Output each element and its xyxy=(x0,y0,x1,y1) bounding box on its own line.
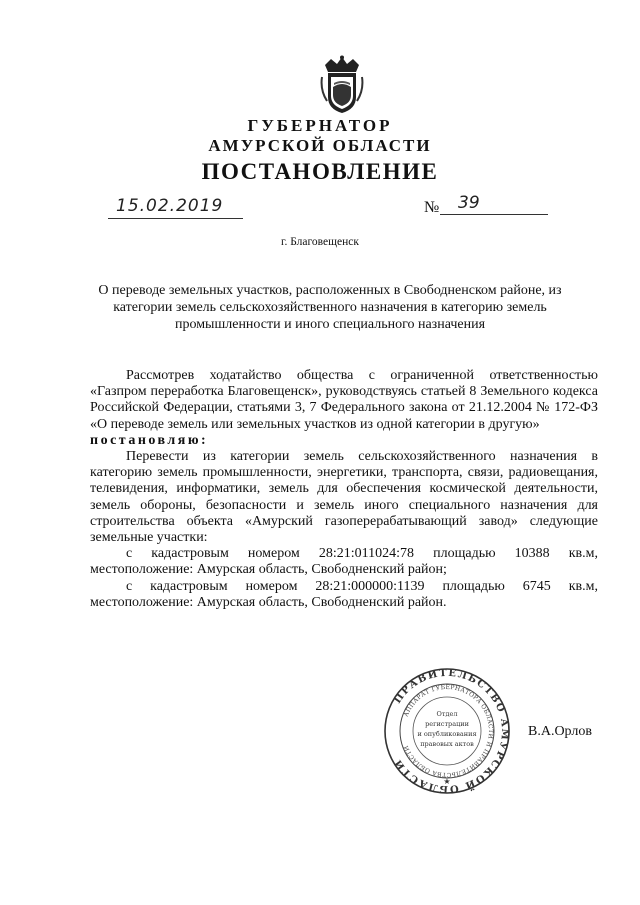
document-body xyxy=(90,368,598,611)
signatory-name: В.А.Орлов xyxy=(528,724,592,739)
body-paragraph-decision: Перевести из категории земель сельскохозяйственного назначения в категорию земель промышленности, энергетики, транспорта, связи, радиовещания, телевидения, информатики, земель для обеспечения космической деятельности, земель обороны, безопасности и земель иного специального назначения для строительства объекта «Амурский газоперерабатывающий завод» следующие земельные участки: xyxy=(90,449,598,546)
document-date: 15.02.2019 xyxy=(116,196,224,216)
seal-center-line: правовых актов xyxy=(420,740,474,748)
body-paragraph-parcel-1: с кадастровым номером 28:21:011024:78 площадью 10388 кв.м, местоположение: Амурская область, Свободненский район; xyxy=(90,546,598,578)
coat-of-arms-icon xyxy=(319,55,365,115)
region-title: АМУРСКОЙ ОБЛАСТИ xyxy=(208,136,432,155)
body-paragraph-parcel-2: с кадастровым номером 28:21:000000:1139 площадью 6745 кв.м, местоположение: Амурская область, Свободненский район. xyxy=(90,578,598,610)
date-underline xyxy=(108,218,243,219)
decree-keyword: постановляю: xyxy=(90,432,209,448)
official-seal xyxy=(382,666,512,796)
number-underline xyxy=(440,214,548,215)
seal-center-line: и опубликования xyxy=(417,730,477,738)
seal-star-icon: ★ xyxy=(443,777,451,786)
number-label: № xyxy=(424,199,440,216)
document-type-title: ПОСТАНОВЛЕНИЕ xyxy=(201,159,439,184)
seal-outer-text: ПРАВИТЕЛЬСТВО АМУРСКОЙ ОБЛАСТИ xyxy=(392,667,511,795)
seal-center-line: Отдел xyxy=(436,710,458,718)
city: г. Благовещенск xyxy=(281,236,359,248)
governor-title: ГУБЕРНАТОР xyxy=(247,116,393,135)
document-subject: О переводе земельных участков, расположенных в Свободненском районе, из категории земель сельскохозяйственного назначения в категорию земель промышленности и иного специального назначения xyxy=(98,283,562,332)
document-number: 39 xyxy=(458,193,480,213)
seal-ring-text: АППАРАТ ГУБЕРНАТОРА ОБЛАСТИ И ПРАВИТЕЛЬСТВА ОБЛАСТИ xyxy=(402,683,495,779)
body-paragraph-preamble: Рассмотрев ходатайство общества с ограниченной ответственностью «Газпром переработка Благовещенск», руководствуясь статьей 8 Земельного кодекса Российской Федерации, статьями 3, 7 Федерального закона от 21.12.2004 № 172-ФЗ «О переводе земель или земельных участков из одной категории в другую» xyxy=(90,368,598,432)
seal-center-line: регистрации xyxy=(425,720,469,728)
